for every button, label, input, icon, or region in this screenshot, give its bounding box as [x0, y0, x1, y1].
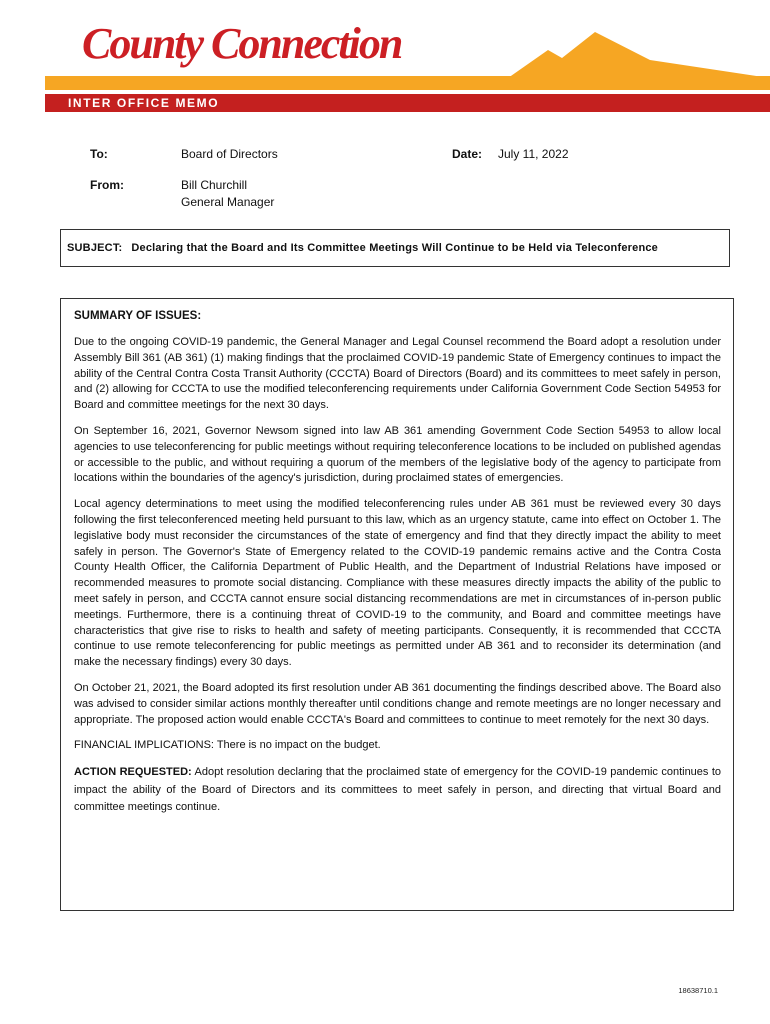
summary-paragraph-1: Due to the ongoing COVID-19 pandemic, the General Manager and Legal Counsel recommend the Board adopt a resolution under Assembly Bill 361 (AB 361) (1) making findings that the proclaimed COVID-19 pandemic State of Emergency continues to impact the ability of the Central Contra Costa Transit Authority (CCCTA) Board of Directors (Board) and its committees to meet safely in person, and (2) allowing for CCCTA to use the modified teleconferencing requirements under California Government Code Section 54953 for Board and committee meetings for the next 30 days.	[74, 336, 721, 412]
subject-box	[60, 229, 730, 267]
action-requested-label: ACTION REQUESTED:	[74, 766, 192, 779]
date-value: July 11, 2022	[498, 147, 569, 161]
logo-wordmark: County Connection	[82, 19, 402, 68]
summary-paragraph-2: On September 16, 2021, Governor Newsom signed into law AB 361 amending Government Code Section 54953 to allow local agencies to use teleconferencing for public meetings without requiring teleconference locations to be included on published agendas or accessible to the public, and without requiring a quorum of the members of the legislative body of the agency to participate from locations within the boundaries of the agency's jurisdiction, during proclaimed states of emergencies.	[74, 424, 721, 485]
memo-type-label: INTER OFFICE MEMO	[68, 96, 220, 110]
subject-label: SUBJECT:	[67, 242, 123, 254]
summary-paragraph-4: On October 21, 2021, the Board adopted its first resolution under AB 361 documenting the findings described above. The Board also was advised to consider similar actions monthly thereafter until conditions change and remote meetings are no longer necessary and appropriate. The proposed action would enable CCCTA's Board and committees to continue to meet remotely for the next 30 days.	[74, 681, 721, 726]
summary-paragraph-3: Local agency determinations to meet using the modified teleconferencing rules under AB 361 must be reviewed every 30 days following the first teleconferenced meeting held pursuant to this law, which as an urgency statute, came into effect on October 1. The legislative body must reconsider the circumstances of the state of emergency and find that they directly impact the ability to meet safely in person. The Governor's State of Emergency related to the COVID-19 pandemic remains active and the Contra Costa County Health Officer, the California Department of Public Health, and the Department of Industrial Relations have imposed or recommended measures to promote social distancing. Compliance with these measures directly impacts the ability of the public to meet safely in person, and CCCTA cannot ensure social distancing recommendations are met in circumstances of in-person public meetings. Furthermore, there is a continuing threat of COVID-19 to the community, and Board and committee meetings have characteristics that give rise to risks to health and safety of meeting participants. Consequently, it is recommended that CCCTA continue to use remote teleconferencing for public meetings as permitted under AB 361 and to reconsider its determination (and make the necessary findings) every 30 days.	[74, 498, 721, 669]
to-value: Board of Directors	[181, 147, 278, 161]
date-label: Date:	[452, 147, 483, 161]
summary-title: SUMMARY OF ISSUES:	[74, 310, 202, 322]
from-name: Bill Churchill	[181, 178, 248, 192]
action-requested	[74, 764, 721, 817]
subject-text: Declaring that the Board and Its Committee Meetings Will Continue to be Held via Teleconference	[131, 242, 659, 254]
from-title: General Manager	[181, 195, 275, 209]
document-number: 18638710.1	[678, 986, 718, 995]
from-label: From:	[90, 178, 124, 192]
letterhead-orange-bar	[45, 76, 770, 90]
action-requested-text: Adopt resolution declaring that the proclaimed state of emergency for the COVID-19 pandemic continues to impact the ability of the Board of Directors and its committees to meet safely in person, and directing that virtual Board and committee meetings continue.	[74, 766, 722, 814]
summary-box	[60, 298, 734, 911]
to-label: To:	[90, 147, 108, 161]
financial-implications: FINANCIAL IMPLICATIONS: There is no impact on the budget.	[74, 739, 381, 752]
mountain-logo-icon	[500, 30, 770, 78]
